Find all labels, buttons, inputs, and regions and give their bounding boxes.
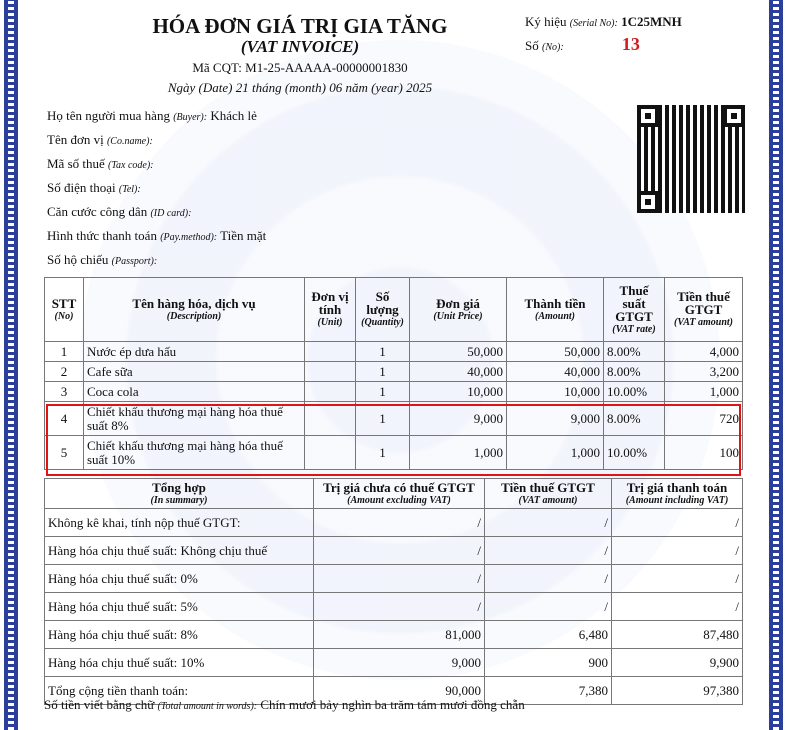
invoice-title: HÓA ĐƠN GIÁ TRỊ GIA TĂNG (152, 14, 448, 38)
invoice-subtitle: (VAT INVOICE) (240, 37, 360, 56)
summary-row: Hàng hóa chịu thuế suất: Không chịu thuế / / / (45, 537, 743, 565)
table-row: 5 Chiết khấu thương mại hàng hóa thuế suất 10% 1 1,000 1,000 10.00% 100 (45, 436, 743, 470)
summary-row: Không kê khai, tính nộp thuế GTGT: / / / (45, 509, 743, 537)
col-header: STT (No) (45, 278, 84, 342)
tax-authority-code: Mã CQT: M1-25-AAAAA-00000001830 (192, 60, 408, 75)
company-name: Tên đơn vị (Co.name): (47, 132, 153, 147)
table-row: 1 Nước ép dưa hấu 1 50,000 50,000 8.00% 4,000 (45, 342, 743, 362)
col-header: Tiền thuế GTGT (VAT amount) (665, 278, 743, 342)
passport: Số hộ chiếu (Passport): (47, 252, 158, 267)
phone: Số điện thoại (Tel): (47, 180, 141, 195)
table-row: 4 Chiết khấu thương mại hàng hóa thuế suất 8% 1 9,000 9,000 8.00% 720 (45, 402, 743, 436)
id-card: Căn cước công dân (ID card): (47, 204, 192, 219)
qr-finder (637, 191, 659, 213)
invoice-number: Số (No): 13 (525, 34, 640, 54)
col-header: Số lượng (Quantity) (356, 278, 410, 342)
qr-code (637, 105, 745, 213)
invoice-date: Ngày (Date) 21 tháng (month) 06 năm (year) 2025 (167, 80, 433, 95)
summary-header-row: Tổng hợp (In summary) Trị giá chưa có thuế GTGT (Amount excluding VAT) Tiền thuế GTGT (VAT amount) Trị giá thanh toán (Amount including VAT) (45, 479, 743, 509)
summary-row: Hàng hóa chịu thuế suất: 5% / / / (45, 593, 743, 621)
summary-table (44, 478, 743, 705)
col-header: Đơn giá (Unit Price) (410, 278, 507, 342)
col-header: Tên hàng hóa, dịch vụ (Description) (84, 278, 305, 342)
serial-number: Ký hiệu (Serial No): 1C25MNH (525, 14, 682, 29)
table-header-row (45, 278, 743, 342)
highlight-box (46, 404, 741, 476)
payment-method: Hình thức thanh toán (Pay.method): Tiền mặt (47, 228, 267, 243)
invoice (20, 0, 769, 730)
summary-row: Hàng hóa chịu thuế suất: 0% / / / (45, 565, 743, 593)
table-row: 2 Cafe sữa 1 40,000 40,000 8.00% 3,200 (45, 362, 743, 382)
summary-row: Hàng hóa chịu thuế suất: 10% 9,000 900 9,900 (45, 649, 743, 677)
amount-in-words: Số tiền viết bằng chữ (Total amount in words): Chín mươi bảy nghìn ba trăm tám mươi đồng chẵn (44, 697, 525, 712)
buyer-name: Họ tên người mua hàng (Buyer): Khách lẻ (47, 108, 257, 123)
table-row: 3 Coca cola 1 10,000 10,000 10.00% 1,000 (45, 382, 743, 402)
tax-code: Mã số thuế (Tax code): (47, 156, 154, 171)
qr-finder (723, 105, 745, 127)
col-header: Đơn vị tính (Unit) (305, 278, 356, 342)
summary-row: Hàng hóa chịu thuế suất: 8% 81,000 6,480 87,480 (45, 621, 743, 649)
qr-finder (637, 105, 659, 127)
col-header: Thành tiền (Amount) (507, 278, 604, 342)
col-header: Thuế suất GTGT (VAT rate) (604, 278, 665, 342)
summary-total-row: Tổng cộng tiền thanh toán: 90,000 7,380 97,380 (45, 677, 743, 705)
